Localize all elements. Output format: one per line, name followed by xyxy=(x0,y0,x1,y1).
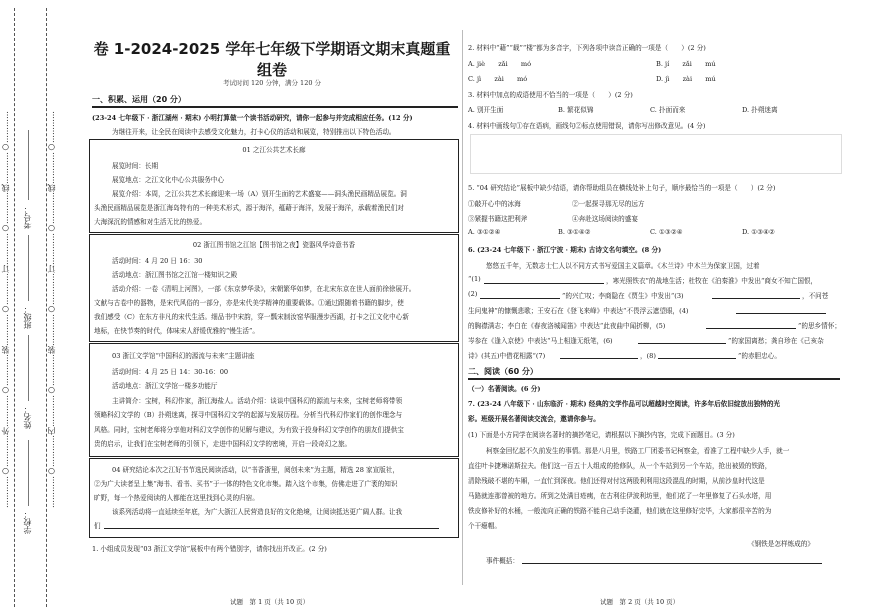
q6-blank-8[interactable] xyxy=(658,358,736,359)
q6-line-2: ，寒光照铁衣”的战地生活；杜牧在《泊秦淮》中发出“商女不知亡国恨， xyxy=(606,277,818,285)
box4-line-3: 旷野，每一个热爱阅读的人都能在这里找到心灵的归宿。 xyxy=(94,494,259,502)
page-separator xyxy=(462,30,463,585)
box3-desc-3: 风格。同时，宝树老师将分享他对科幻文学创作的见解与建议，为有致于投身科幻文学创作的朋友们提供宝 xyxy=(94,426,404,434)
q5-option-d[interactable]: D. ①③④② xyxy=(742,228,775,236)
box2-title: 02 浙江图书馆之江馆【图书馆之夜】瓷器风华诗意书香 xyxy=(192,241,356,249)
exam-title: 卷 1-2024-2025 学年七年级下学期语文期末真题重组卷 xyxy=(93,40,451,79)
section-2-divider xyxy=(468,378,840,380)
footer-page-2: 试题 第 2 页（共 10 页） xyxy=(600,598,680,606)
q6-line-3: ”的兴亡叹；李商隐在《贾生》中发出“(3) xyxy=(562,292,684,300)
box1-desc-1: 展览介绍：本周，之江公共艺术长廊迎来一场（A）别开生面的艺术盛宴——洞头渔民画精品展览。洞 xyxy=(112,190,407,198)
footer-page-1: 试题 第 1 页（共 10 页） xyxy=(230,598,310,606)
q6-line-4: 生问鬼神”的慷慨悲歌；王安石在《登飞来峰》中表达“不畏浮云遮望眼，(4) xyxy=(468,307,689,315)
inner-seal-label: …………○…………内…………○…………装…………○…………订…………○…………线…………○………… xyxy=(47,111,56,509)
exhibit-box-2 xyxy=(89,234,459,342)
q6-line-7: 诗》(其五)中借花相露“(7) xyxy=(468,352,546,360)
q5-option-b[interactable]: B. ③①④② xyxy=(558,228,591,236)
q7-heading: 7. (23-24 八年级下 · 山东临沂 · 期末) 经典的文学作品可以超越时空阅读，许多年后依旧绽放出独特的光 xyxy=(468,400,781,408)
q5-item-3: ③紧握书籍这把利斧 xyxy=(468,215,528,223)
exhibit-box-1 xyxy=(89,139,459,233)
exhibit-box-4 xyxy=(89,458,459,538)
q3-option-b[interactable]: B. 繁花似锦 xyxy=(558,106,594,114)
box2-desc-2: 文献与古卷中的器物，是宋代风俗的一部分，亦是宋代美学精神的重要载体。①通过跟随着书籍的脚步，使 xyxy=(94,299,404,307)
box4-line-5: 们 xyxy=(94,522,101,530)
box4-answer-blank[interactable] xyxy=(104,528,439,529)
q6-blank-4[interactable] xyxy=(736,313,826,314)
q6-heading: 6. (23-24 七年级下 · 浙江宁波 · 期末) 古诗文名句填空。(8 分) xyxy=(468,246,662,254)
q6-blank-3[interactable] xyxy=(712,298,800,299)
box2-desc-3: 我们感受（C）在东方非凡的宋代生活。细品书中宋韵，穿一瓢宋制汝窑华服漫步西湖，打卡之江文化中心新 xyxy=(94,313,409,321)
q1-intro: 为继往开来，让全民在阅读中去感受文化魅力，打卡心仪的活动和展览，特别推出以下特色活动。 xyxy=(112,128,396,136)
q6-blank-6[interactable] xyxy=(638,343,726,344)
name-label: 姓名： xyxy=(23,405,32,429)
box3-desc-1: 主讲简介：宝树，科幻作家，浙江海盐人。活动介绍：谈谈中国科幻的源流与未来，宝树老师将带领 xyxy=(112,397,403,405)
q2-option-b[interactable]: B. jí zǎi mú xyxy=(656,60,716,68)
q7-excerpt-5: 铁皮修补好的水桶，一般流向正确的铁路不能自己动手浇灌，他们就在这里修好完毕，大家都很辛苦的为 xyxy=(468,507,772,515)
exam-subtitle: 考试时间 120 分钟，满分 120 分 xyxy=(222,79,322,87)
q6-line-6b: ”的家国离愁；龚自珍在《己亥杂 xyxy=(728,337,824,345)
q3-option-a[interactable]: A. 别开生面 xyxy=(468,106,504,114)
box3-place: 活动地点：浙江文学馆一楼多功能厅 xyxy=(112,382,218,390)
q6-blank-7[interactable] xyxy=(560,358,638,359)
binding-strip xyxy=(0,0,60,615)
q7-excerpt-2: 直往叶卡捷琳诺斯拉夫。他们这一百五十人组成的抢修队，从一个车站到另一个车站，抢出被毁的铁路， xyxy=(468,462,772,470)
box3-title: 03 浙江文学馆“中国科幻的源流与未来”主题讲座 xyxy=(112,352,255,360)
q6-blank-1[interactable] xyxy=(484,283,604,284)
q1-sub1: 1. 小组成员发现“03 浙江文学馆”展板中有两个错别字，请你找出并改正。(2 分) xyxy=(92,545,327,553)
school-field[interactable] xyxy=(28,440,29,506)
q5-option-c[interactable]: C. ①③②④ xyxy=(650,228,683,236)
q6-blank-2-label: (2) xyxy=(468,290,478,298)
q1-heading: (23-24 七年级下 · 浙江湖州 · 期末) 小明打算做一个读书活动研究，请你一起参与并完成相应任务。(12 分) xyxy=(92,114,413,122)
box2-desc-1: 活动介绍：一卷《清明上河图》，一部《东京梦华录》，宋朝繁华如梦，在北宋东京在世人面前徐徐展开。 xyxy=(112,285,416,293)
q6-line-1: 悠悠五千年，无数志士仁人以不同方式书写爱国主义篇章。《木兰诗》中木兰为保家卫国，过着 xyxy=(486,262,760,270)
box1-desc-2: 头渔民画精品展览是浙江海岛特有的一种美术形式，源于海洋，蕴藉于海洋，发展于海洋，承载着渔民们对 xyxy=(94,204,404,212)
q2-option-c[interactable]: C. jì zài mó xyxy=(468,75,528,83)
section-2-heading: 二、阅读（60 分） xyxy=(468,367,538,376)
q2-stem: 2. 材料中“藉”“载”“楼”都为多音字，下列各项中读音正确的一项是（ ）(2 分) xyxy=(468,44,706,52)
q2-option-a[interactable]: A. jiè zǎi mó xyxy=(468,60,532,68)
section-1-heading: 一、积累、运用（20 分） xyxy=(92,95,186,104)
q6-blank-2[interactable] xyxy=(480,298,560,299)
box3-desc-4: 贵的启示，让我们在宝树老师的引领下，走进中国科幻文学的密境，开启一段奇幻之旅。 xyxy=(94,440,352,448)
outer-fold-line xyxy=(14,8,15,607)
box1-desc-3: 大海深沉的情感和对生活无比的热爱。 xyxy=(94,218,207,226)
box3-desc-2: 领略科幻文学的（B）扑朔迷离，探寻中国科幻文学的起源与发展历程。分析当代科幻作家们的创作理念与 xyxy=(94,411,403,419)
name-field[interactable] xyxy=(28,335,29,401)
q6-line-3c: ，不问苍 xyxy=(802,292,829,300)
q4-stem: 4. 材料中画线句①存在语病，画线句②标点使用错误，请你写出修改意见。(4 分) xyxy=(468,122,706,130)
q6-line-6: 岑参在《逢入京使》中表达“马上相逢无纸笔，(6) xyxy=(468,337,613,345)
q7-source: 《钢铁是怎样炼成的》 xyxy=(748,540,814,548)
box3-time: 活动时间：4 月 25 日 14：30-16：00 xyxy=(112,368,229,376)
box1-place: 展览地点：之江文化中心公共服务中心 xyxy=(112,176,225,184)
q4-answer-area[interactable] xyxy=(470,134,842,174)
id-label: 考号： xyxy=(23,205,32,229)
q2-option-d[interactable]: D. jì zài mú xyxy=(656,75,716,83)
exhibit-box-3 xyxy=(89,343,459,457)
box2-place: 活动地点：浙江图书馆之江馆一楼知识之殿 xyxy=(112,271,238,279)
q7-excerpt-3: 清除残破不堪的车厢，一直忙到深夜。他们还得对付这两股利利用这段混乱的时期，从前沙皇时代这是 xyxy=(468,477,765,485)
box4-line-1: 04 研究结论本次之江好书节选民阅读活动，以“书香浙里，阅创未来”为主题，精选 28 家宣版社， xyxy=(112,466,399,474)
subsection-1-heading: （一）名著阅读。(6 分) xyxy=(468,385,541,393)
q7-excerpt-6: 个干瘪帽。 xyxy=(468,522,501,530)
box1-title: 01 之江公共艺术长廊 xyxy=(242,146,306,154)
q7-excerpt-4: 马路就连那曾被的地方。所到之处满目疮痍，在古利往伊波利坊里，他们花了一年里修复了石头水塔，用 xyxy=(468,492,772,500)
q7-heading-2: 彩。班级开展名著阅读交流会，邀请你参与。 xyxy=(468,415,600,423)
q5-item-2: ②一起探寻那无尽的远方 xyxy=(572,200,645,208)
q6-line-7c: ”的赤胆忠心。 xyxy=(738,352,781,360)
q6-blank-8-label: ，(8) xyxy=(640,352,656,360)
q6-blank-5[interactable] xyxy=(706,328,796,329)
q5-option-a[interactable]: A. ③①②④ xyxy=(468,228,501,236)
q3-stem: 3. 材料中加点的成语使用不恰当的一项是（ ）(2 分) xyxy=(468,91,633,99)
box2-time: 活动时间：4 月 20 日 16：30 xyxy=(112,257,203,265)
outer-seal-label: …………○…………外…………○…………装…………○…………订…………○…………线…………○………… xyxy=(1,111,10,509)
box1-time: 展览时间：长期 xyxy=(112,162,159,170)
q3-option-c[interactable]: C. 扑面而来 xyxy=(650,106,686,114)
box2-desc-4: 地标，在快节奏的时代，体味宋人舒缓优雅的“慢生活”。 xyxy=(94,327,259,335)
section-divider xyxy=(92,106,458,108)
q6-line-5b: ”的思乡情怀； xyxy=(798,322,841,330)
q5-item-4: ④奔赴这场阅读的盛宴 xyxy=(572,215,638,223)
q7-answer-blank[interactable] xyxy=(522,563,822,564)
q7-sub1: (1) 下面是小方同学在阅读名著时的摘抄笔记，请根据以下摘抄内容，完成下面题目。(3 分) xyxy=(468,431,735,439)
id-field[interactable] xyxy=(28,130,29,200)
q5-item-1: ①敲开心中的冰海 xyxy=(468,200,521,208)
q6-line-5: 的胸襟满志；李白在《春夜洛城闻笛》中表达“此夜曲中闻折柳，(5) xyxy=(468,322,666,330)
school-label: 学校： xyxy=(23,510,32,534)
box4-line-2: ②为广大读者呈上集“海书、看书、买书”于一体的特色文化市集。踏入这个市集，仿佛走进了广袤的知识 xyxy=(94,480,398,488)
class-label: 班级： xyxy=(23,305,32,329)
q6-blank-1-label: “(1) xyxy=(468,275,481,283)
q7-answer-label: 事件概括： xyxy=(486,557,519,565)
q7-excerpt-1: 柯察金回忆起不久前发生的事情。那是八月里，铁路工厂团委书记柯察金，看准了工程中缺少人手，就一 xyxy=(486,447,790,455)
q5-stem: 5. “04 研究结论”展板中缺少结语，请你帮助组员在横线处补上句子，顺序最恰当的一项是（ ）(2 分) xyxy=(468,184,776,192)
q3-option-d[interactable]: D. 扑朔迷离 xyxy=(742,106,778,114)
class-field[interactable] xyxy=(28,235,29,301)
box4-line-4: 该系列活动将一直延续至年底，为广大浙江人民营造良好的文化绝境，让阅读抵达更广阔人群。让我 xyxy=(112,508,403,516)
